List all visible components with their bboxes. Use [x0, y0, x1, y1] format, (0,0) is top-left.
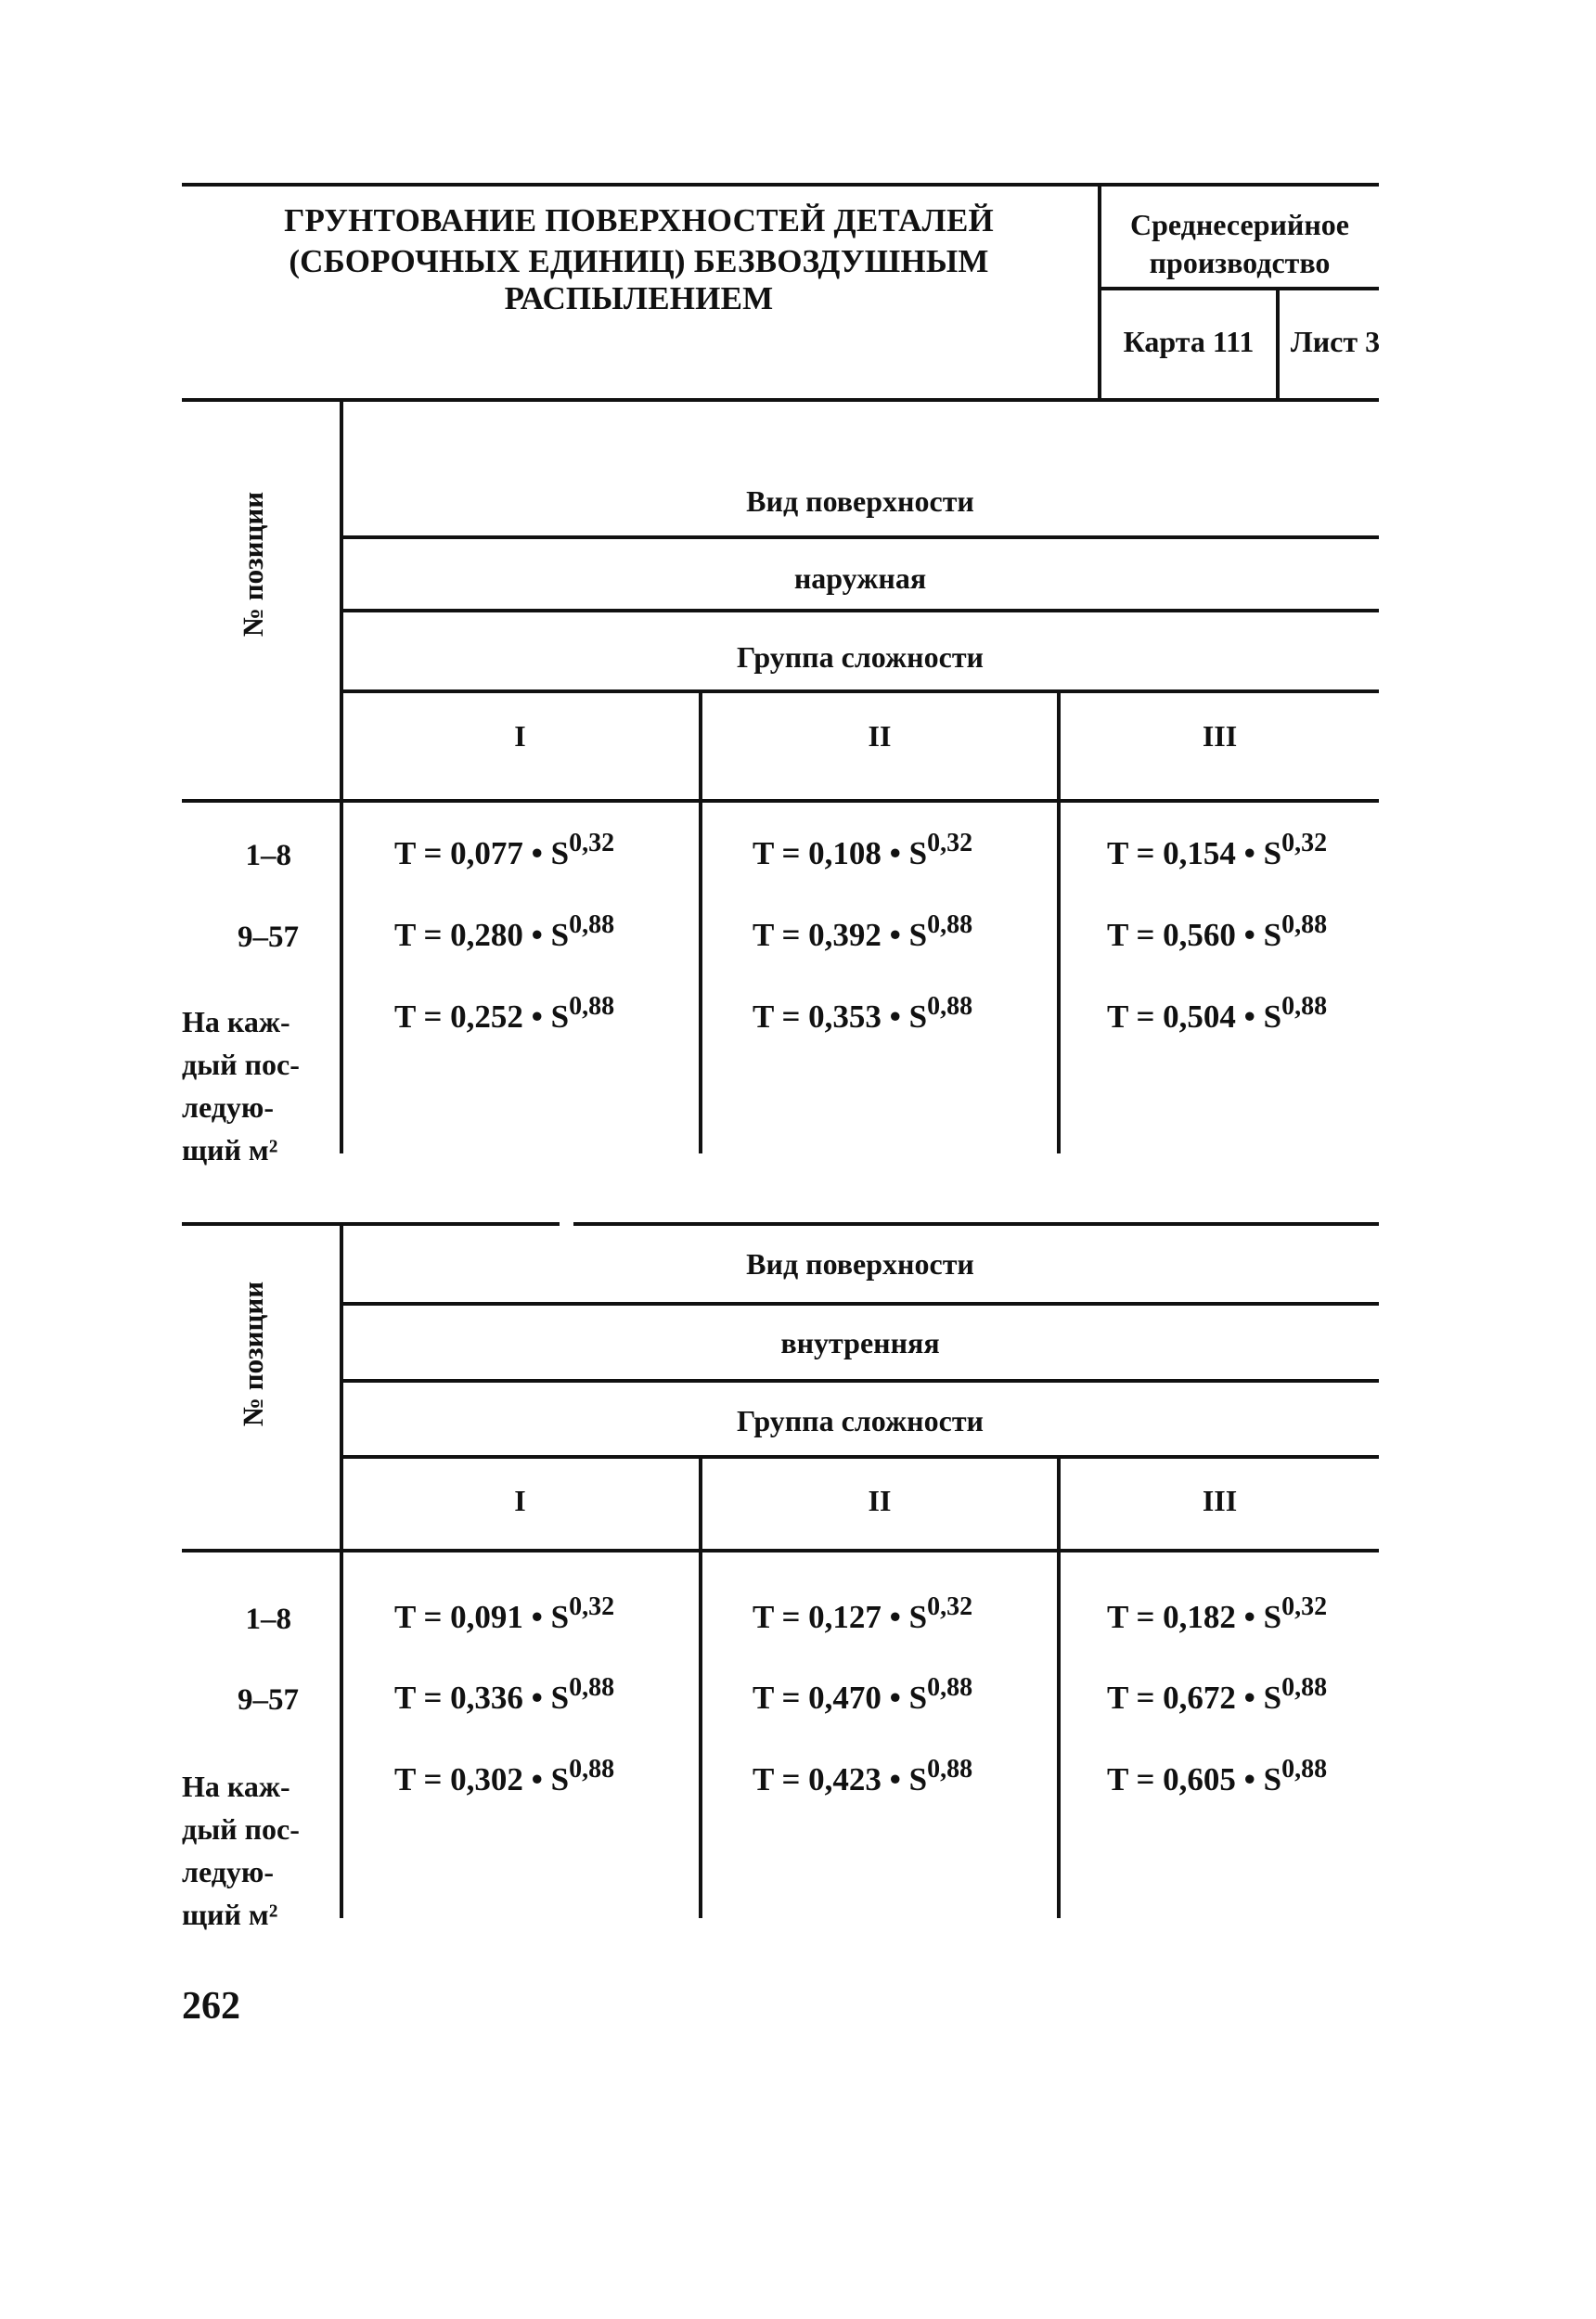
table1-group-ii: II [868, 719, 892, 753]
table2-group-ii: II [868, 1484, 892, 1517]
table2-top-rule-left [182, 1222, 560, 1226]
table2-top-rule-right [573, 1222, 1379, 1226]
table1-group-iii: III [1202, 719, 1238, 753]
table2-rule-1 [341, 1302, 1379, 1306]
table1-row3-formula-i: T = 0,252 • S$^{0,88}$ [394, 992, 615, 1035]
production-type-line2: производство [1149, 246, 1331, 279]
card-number: Карта 111 [1123, 325, 1255, 358]
table1-rule-1 [341, 535, 1379, 539]
table2-row3-position: На каж- дый пос- ледую- щий м² [182, 1770, 300, 1931]
table2-position-header: № позиции [237, 1281, 269, 1427]
table2-header-bottom-rule [182, 1549, 1379, 1552]
table1-position-header: № позиции [237, 491, 269, 638]
table2-group-i: I [514, 1484, 526, 1517]
table1-group-i: I [514, 719, 526, 753]
table1-row3-formula-iii: T = 0,504 • S$^{0,88}$ [1107, 992, 1328, 1035]
table2-surface-header: Вид поверхности [746, 1247, 974, 1281]
table1-row1-formula-ii: T = 0,108 • S$^{0,32}$ [753, 829, 973, 871]
table1-row2-formula-iii: T = 0,560 • S$^{0,88}$ [1107, 910, 1328, 953]
sheet-number: Лист 3 [1290, 325, 1381, 358]
table2-row2-formula-iii: T = 0,672 • S$^{0,88}$ [1107, 1673, 1328, 1716]
header-top-rule [182, 183, 1379, 187]
table1-row3-position: На каж- дый пос- ледую- щий м² [182, 1005, 300, 1166]
table1-surface-type: наружная [793, 561, 927, 595]
production-type-line1: Среднесерийное [1129, 208, 1349, 241]
table1-col-divider-2 [1057, 691, 1061, 1153]
table1-row1-formula-iii: T = 0,154 • S$^{0,32}$ [1107, 829, 1328, 871]
table1-surface-header: Вид поверхности [746, 484, 974, 518]
table2-group-iii: III [1202, 1484, 1238, 1517]
table2-row1-position: 1–8 [245, 1603, 291, 1636]
table2-col-divider-1 [699, 1457, 702, 1918]
table2-row2-formula-i: T = 0,336 • S$^{0,88}$ [394, 1673, 615, 1716]
doc-title-line2: (СБОРОЧНЫХ ЕДИНИЦ) БЕЗВОЗДУШНЫМ РАСПЫЛЕНИЕМ [289, 243, 989, 316]
table2-group-header: Группа сложности [737, 1404, 984, 1437]
table1-row2-position: 9–57 [238, 921, 299, 954]
table2-row3-formula-ii: T = 0,423 • S$^{0,88}$ [753, 1755, 973, 1797]
table2-row1-formula-i: T = 0,091 • S$^{0,32}$ [394, 1592, 615, 1635]
table1-row1-formula-i: T = 0,077 • S$^{0,32}$ [394, 829, 615, 871]
table2-row3-formula-iii: T = 0,605 • S$^{0,88}$ [1107, 1755, 1328, 1797]
table2-row3-formula-i: T = 0,302 • S$^{0,88}$ [394, 1755, 615, 1797]
table1-row2-formula-i: T = 0,280 • S$^{0,88}$ [394, 910, 615, 953]
table1-row2-formula-ii: T = 0,392 • S$^{0,88}$ [753, 910, 973, 953]
table2-rule-2 [341, 1379, 1379, 1383]
table1-row1-position: 1–8 [245, 839, 291, 872]
doc-title-line1: ГРУНТОВАНИЕ ПОВЕРХНОСТЕЙ ДЕТАЛЕЙ [284, 202, 994, 238]
table1-col-divider-1 [699, 691, 702, 1153]
table1-group-header: Группа сложности [737, 640, 984, 674]
table2-surface-type: внутренняя [780, 1326, 940, 1359]
header-bottom-rule [182, 398, 1379, 402]
table2-row2-position: 9–57 [238, 1683, 299, 1717]
table1-row3-formula-ii: T = 0,353 • S$^{0,88}$ [753, 992, 973, 1035]
table2-row2-formula-ii: T = 0,470 • S$^{0,88}$ [753, 1673, 973, 1716]
table2-row1-formula-ii: T = 0,127 • S$^{0,32}$ [753, 1592, 973, 1635]
page-number: 262 [182, 1985, 240, 2028]
table2-rule-3 [341, 1455, 1379, 1459]
table2-row1-formula-iii: T = 0,182 • S$^{0,32}$ [1107, 1592, 1328, 1635]
table1-rule-2 [341, 609, 1379, 612]
table1-rule-3 [341, 689, 1379, 693]
production-rule [1100, 287, 1379, 290]
table1-header-bottom-rule [182, 799, 1379, 803]
table2-col-divider-2 [1057, 1457, 1061, 1918]
